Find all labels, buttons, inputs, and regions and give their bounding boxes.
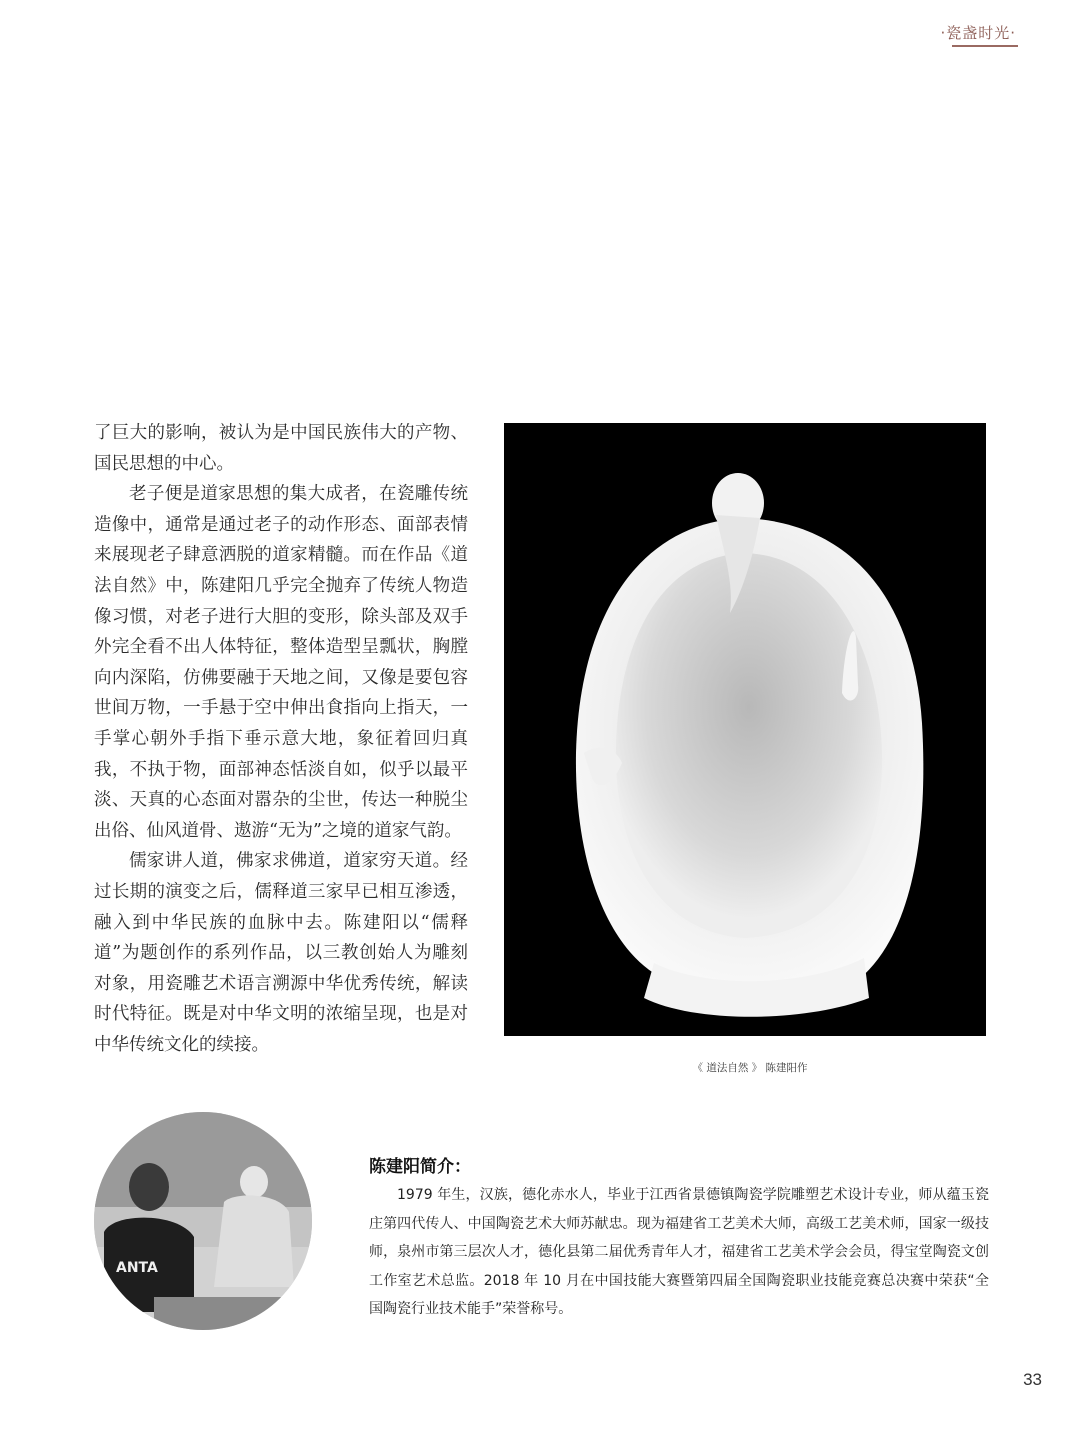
section-tag-underline <box>952 45 1018 47</box>
article-body <box>94 418 468 1060</box>
page-number: 33 <box>1023 1370 1042 1389</box>
article-paragraph: 了巨大的影响，被认为是中国民族伟大的产物、国民思想的中心。 <box>94 423 468 474</box>
shirt-print: ANTA <box>116 1260 158 1276</box>
author-portrait <box>94 1112 312 1330</box>
bio-title: 陈建阳简介： <box>369 1157 471 1177</box>
figure-caption: 《 道法自然 》 陈建阳作 <box>692 1062 808 1074</box>
article-paragraph: 儒家讲人道，佛家求佛道，道家穷天道。经过长期的演变之后，儒释道三家早已相互渗透，融入到中华民族的血脉中去。陈建阳以“儒释道”为题创作的系列作品，以三教创始人为雕刻对象，用瓷雕艺术语言溯源中华优秀传统，解读时代特征。既是对中华文明的浓缩呈现，也是对中华传统文化的续接。 <box>94 851 468 1055</box>
article-paragraph: 老子便是道家思想的集大成者，在瓷雕传统造像中，通常是通过老子的动作形态、面部表情来展现老子肆意洒脱的道家精髓。而在作品《道法自然》中，陈建阳几乎完全抛弃了传统人物造像习惯，对老子进行大胆的变形，除头部及双手外完全看不出人体特征，整体造型呈瓢状，胸膛向内深陷，仿佛要融于天地之间，又像是要包容世间万物，一手悬于空中伸出食指向上指天，一手掌心朝外手指下垂示意大地，象征着回归真我，不执于物，面部神态恬淡自如，似乎以最平淡、天真的心态面对嚣杂的尘世，传达一种脱尘出俗、仙风道骨、遨游“无为”之境的道家气韵。 <box>94 484 468 841</box>
sculpture-photo <box>504 423 986 1036</box>
section-tag: ·瓷盏时光· <box>940 24 1016 42</box>
bio-text: 1979 年生，汉族，德化赤水人，毕业于江西省景德镇陶瓷学院雕塑艺术设计专业，师从蕴玉瓷庄第四代传人、中国陶瓷艺术大师苏献忠。现为福建省工艺美术大师，高级工艺美术师，国家一级技师，泉州市第三层次人才，德化县第二届优秀青年人才，福建省工艺美术学会会员，得宝堂陶瓷文创工作室艺术总监。2018 年 10 月在中国技能大赛暨第四届全国陶瓷职业技能竞赛总决赛中荣获“全国陶瓷行业技术能手”荣誉称号。 <box>369 1187 989 1317</box>
